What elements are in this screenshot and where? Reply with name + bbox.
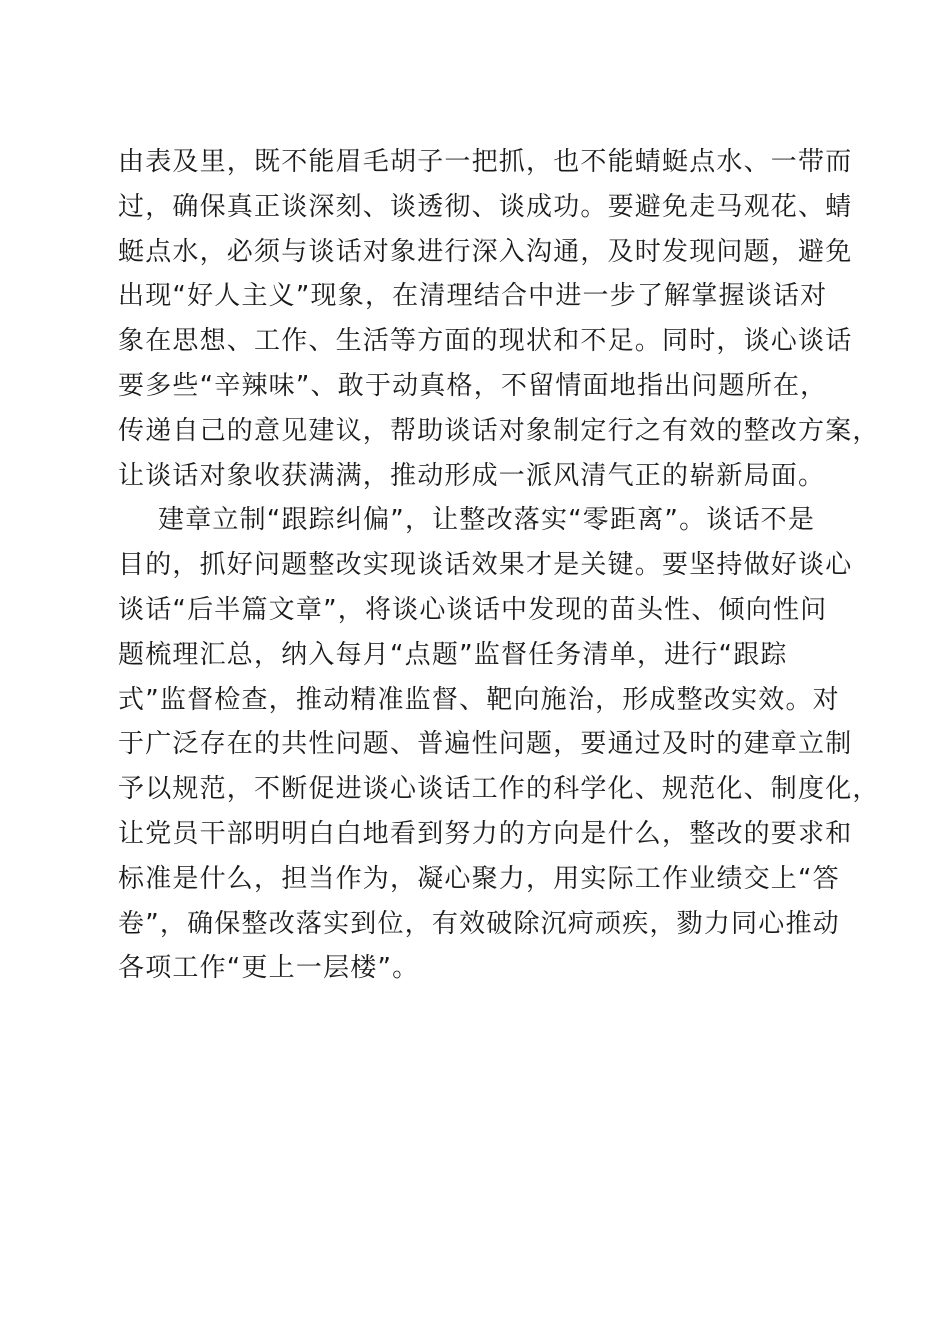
text-line: 予以规范，不断促进谈心谈话工作的科学化、规范化、制度化， [118, 774, 880, 805]
paragraph-start-line: 建章立制“跟踪纠偏”，让整改落实“零距离”。谈话不是 [158, 505, 816, 536]
text-line: 卷”，确保整改落实到位，有效破除沉疴顽疾，勠力同心推动 [118, 908, 840, 939]
text-line: 目的，抓好问题整改实现谈话效果才是关键。要坚持做好谈心 [118, 550, 853, 581]
text-line: 题梳理汇总，纳入每月“点题”监督任务清单，进行“跟踪 [118, 639, 788, 670]
text-line: 蜓点水，必须与谈话对象进行深入沟通，及时发现问题，避免 [118, 236, 853, 267]
body-text [118, 140, 880, 991]
text-line: 要多些“辛辣味”、敢于动真格，不留情面地指出问题所在， [118, 370, 828, 401]
text-line: 由表及里，既不能眉毛胡子一把抓，也不能蜻蜓点水、一带而 [118, 147, 853, 177]
text-line: 过，确保真正谈深刻、谈透彻、谈成功。要避免走马观花、蜻 [118, 191, 853, 222]
text-line: 于广泛存在的共性问题、普遍性问题，要通过及时的建章立制 [118, 729, 853, 760]
text-line: 各项工作“更上一层楼”。 [118, 953, 420, 984]
text-line: 标准是什么，担当作为，凝心聚力，用实际工作业绩交上“答 [118, 863, 840, 894]
text-line: 象在思想、工作、生活等方面的现状和不足。同时，谈心谈话 [118, 326, 853, 357]
text-line: 谈话“后半篇文章”，将谈心谈话中发现的苗头性、倾向性问 [118, 594, 828, 625]
text-line: 式”监督检查，推动精准监督、靶向施治，形成整改实效。对 [118, 684, 840, 715]
text-line: 传递自己的意见建议，帮助谈话对象制定行之有效的整改方案， [118, 415, 880, 446]
text-line: 出现“好人主义”现象，在清理结合中进一步了解掌握谈话对 [118, 281, 828, 312]
text-line: 让谈话对象收获满满，推动形成一派风清气正的崭新局面。 [118, 460, 826, 491]
text-line: 让党员干部明明白白地看到努力的方向是什么，整改的要求和 [118, 818, 853, 849]
